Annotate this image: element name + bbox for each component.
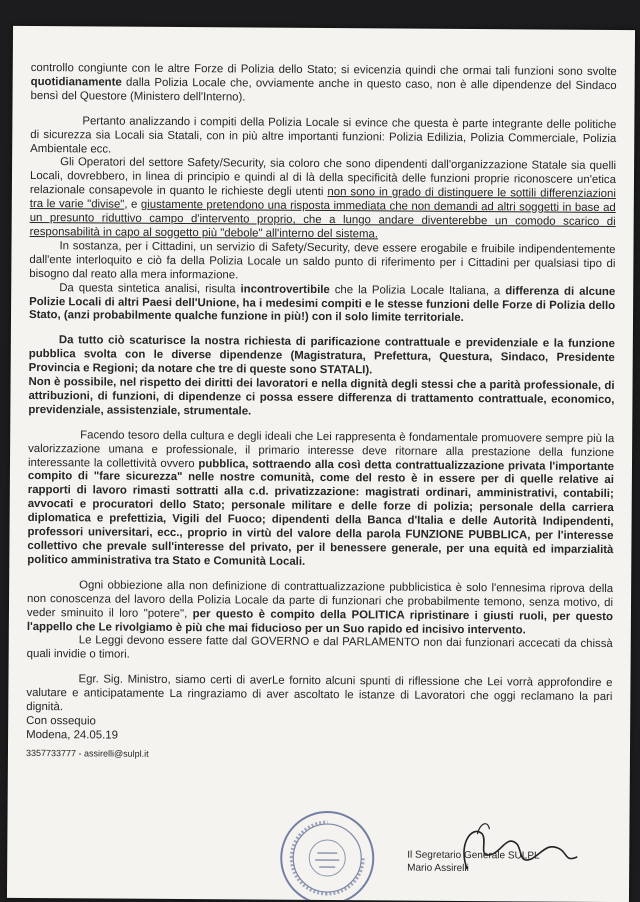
- closing-salutation: Con ossequio: [26, 714, 96, 728]
- text-run: , e: [124, 198, 141, 211]
- text-run: controllo congiunte con le altre Forze di Polizia dello Stato; si evicenzia quindi che ormai tali funzioni sono svolte: [30, 61, 617, 79]
- text-run: che la Polizia Locale Italiana, a: [329, 283, 506, 297]
- signatory-title: Il Segretario Generale SULPL: [407, 849, 540, 862]
- letter-page: [7, 26, 635, 902]
- text-run: non sono in grado di distinguere le sottili differenziazioni tra le varie "divise": [29, 186, 616, 211]
- text-run: differenza di alcune Polizie Locali di altri Paesi dell'Unione, ha i medesimi compiti e le stesse funzioni delle Forze di Polizia dello Stato, (anzi probabilmente qualche funzione in più!) con il solo limite territoriale.: [28, 284, 616, 325]
- paragraph-8: [27, 429, 614, 572]
- paragraph-7: Non è possibile, nel rispetto dei diritti dei lavoratori e nella dignità degli stessi che a parità professionale, di attribuzioni, di funzioni, di dipendenze ci possa essere differenza di trattamento contrattuale, economico, previdenziale, assistenziale, strumentale.: [28, 375, 615, 418]
- paragraph-5: [29, 282, 615, 328]
- text-run: Da questa sintetica analisi, risulta: [59, 281, 241, 296]
- text-run: Facendo tesoro della cultura e degli ideali che Lei rappresenta è fondamentale promuovere sempre più la valorizzazione umana e professionale, il primario interesse deve ritornare alla prestazione della funzione interessante la collettività ovvero: [27, 429, 615, 470]
- text-run: per questo è compito della POLITICA ripristinare i giusti ruoli, per questo l'appello che Le rivolgiamo è più che mai fiducioso per un Suo rapido ed incisivo intervento.: [26, 607, 613, 636]
- text-run: pubblica, sottraendo alla così detta contrattualizzazione privata l'importante compito di "fare sicurezza" nelle nostre comunità, come del resto è in essere per di quelle relative ai rapporti di lavoro rimasti sottratti alla c.d. privatizzazione: magistrati ordinari, amministrativi, contabili; avvocati e procuratori dello Stato; personale militare e delle forze di polizia; personale della carriera diplomatica e prefettizia, Vigili del Fuoco; dipendenti della Banca d'Italia e delle Autorità Indipendenti, professori universitari, ecc., proprio in virtù del valore della parola FUNZIONE PUBBLICA, per l'interesse collettivo che prevale sull'interesse del privato, per il benessere generale, per una equità ed imparzialità politico amministrativa tra Stato e Comunità Locali.: [27, 457, 615, 568]
- letter-body: [26, 62, 617, 765]
- paragraph-2: Pertanto analizzando i compiti della Polizia Locale si evince che questa è parte integrante delle politiche di sicurezza sia Locali sia Statali, con in più altre importanti funzioni: Polizia Edilizia, Polizia Commerciale, Polizia Ambientale ecc.: [30, 115, 617, 156]
- union-stamp: [277, 808, 378, 902]
- text-run: incontrovertibile: [240, 283, 330, 296]
- text-run: dalla Polizia Locale che, ovviamente anche in questo caso, non è alle dipendenze del Sindaco bensì del Questore (Ministero dell'Interno).: [30, 76, 617, 104]
- paragraph-4: In sostanza, per i Cittadini, un servizio di Safety/Security, deve essere erogabile e fruibile indipendentemente dall'ente interloquito e ciò fa della Polizia Locale un saldo punto di riferimento per i Cittadini per qualsiasi tipo di bisogno dal reato alla mera informazione.: [29, 240, 616, 282]
- text-run: Gli Operatori del settore Safety/Security, sia coloro che sono dipendenti dall'organizzazione Statale sia quelli Locali, dovrebbero, in linea di principio e quindi al di là della specificità delle funzioni proprie riconoscere un'etica relazionale consapevole in quanto le richieste degli utenti: [29, 156, 617, 199]
- text-run: giustamente pretendono una risposta immediata che non demandi ad altri soggetti in base ad un presunto riduttivo campo d'intervento proprio, che a lungo andare diventerebbe un comodo scarico di responsabilità in capo al soggetto più "debole" all'interno del sistema.: [29, 198, 616, 241]
- text-run: quotidianamente: [30, 75, 122, 89]
- letter-date: Modena, 24.05.19: [26, 728, 118, 742]
- paragraph-3: [30, 156, 617, 244]
- text-run: Ogni obbiezione alla non definizione di contrattualizzazione pubblicistica è solo l'ennesima riprova della non conoscenza del lavoro della Polizia Locale da parte di funzionari che probabilmente temono, senza motivo, di veder sminuito il loro "potere",: [26, 579, 614, 620]
- contact-info: 3357733777 - assirelli@sulpl.it: [25, 747, 149, 759]
- paragraph-11: Egr. Sig. Ministro, siamo certi di averLe fornito alcuni spunti di riflessione che Lei vorrà approfondire e valutare e anticipatamente La ringraziamo di aver ascoltato le istanze di Lavoratori che oggi reclamano la pari dignità.: [26, 673, 613, 714]
- signatory-block: [407, 849, 607, 876]
- paragraph-9: [27, 579, 613, 639]
- paragraph-1: [31, 62, 617, 108]
- signatory-name: Mario Assirelli: [407, 862, 469, 875]
- paragraph-10: Le Leggi devono essere fatte dal GOVERNO e dal PARLAMENTO non dai funzionari accecati da chissà quali invidie o timori.: [26, 634, 613, 662]
- paragraph-6: Da tutto ciò scaturisce la nostra richiesta di parificazione contrattuale e previdenziale e la funzione pubblica svolta con le diverse dipendenze (Magistratura, Prefettura, Questura, Sindaco, Presidente Provincia e Regioni; da notare che tre di queste sono STATALI).: [28, 334, 615, 377]
